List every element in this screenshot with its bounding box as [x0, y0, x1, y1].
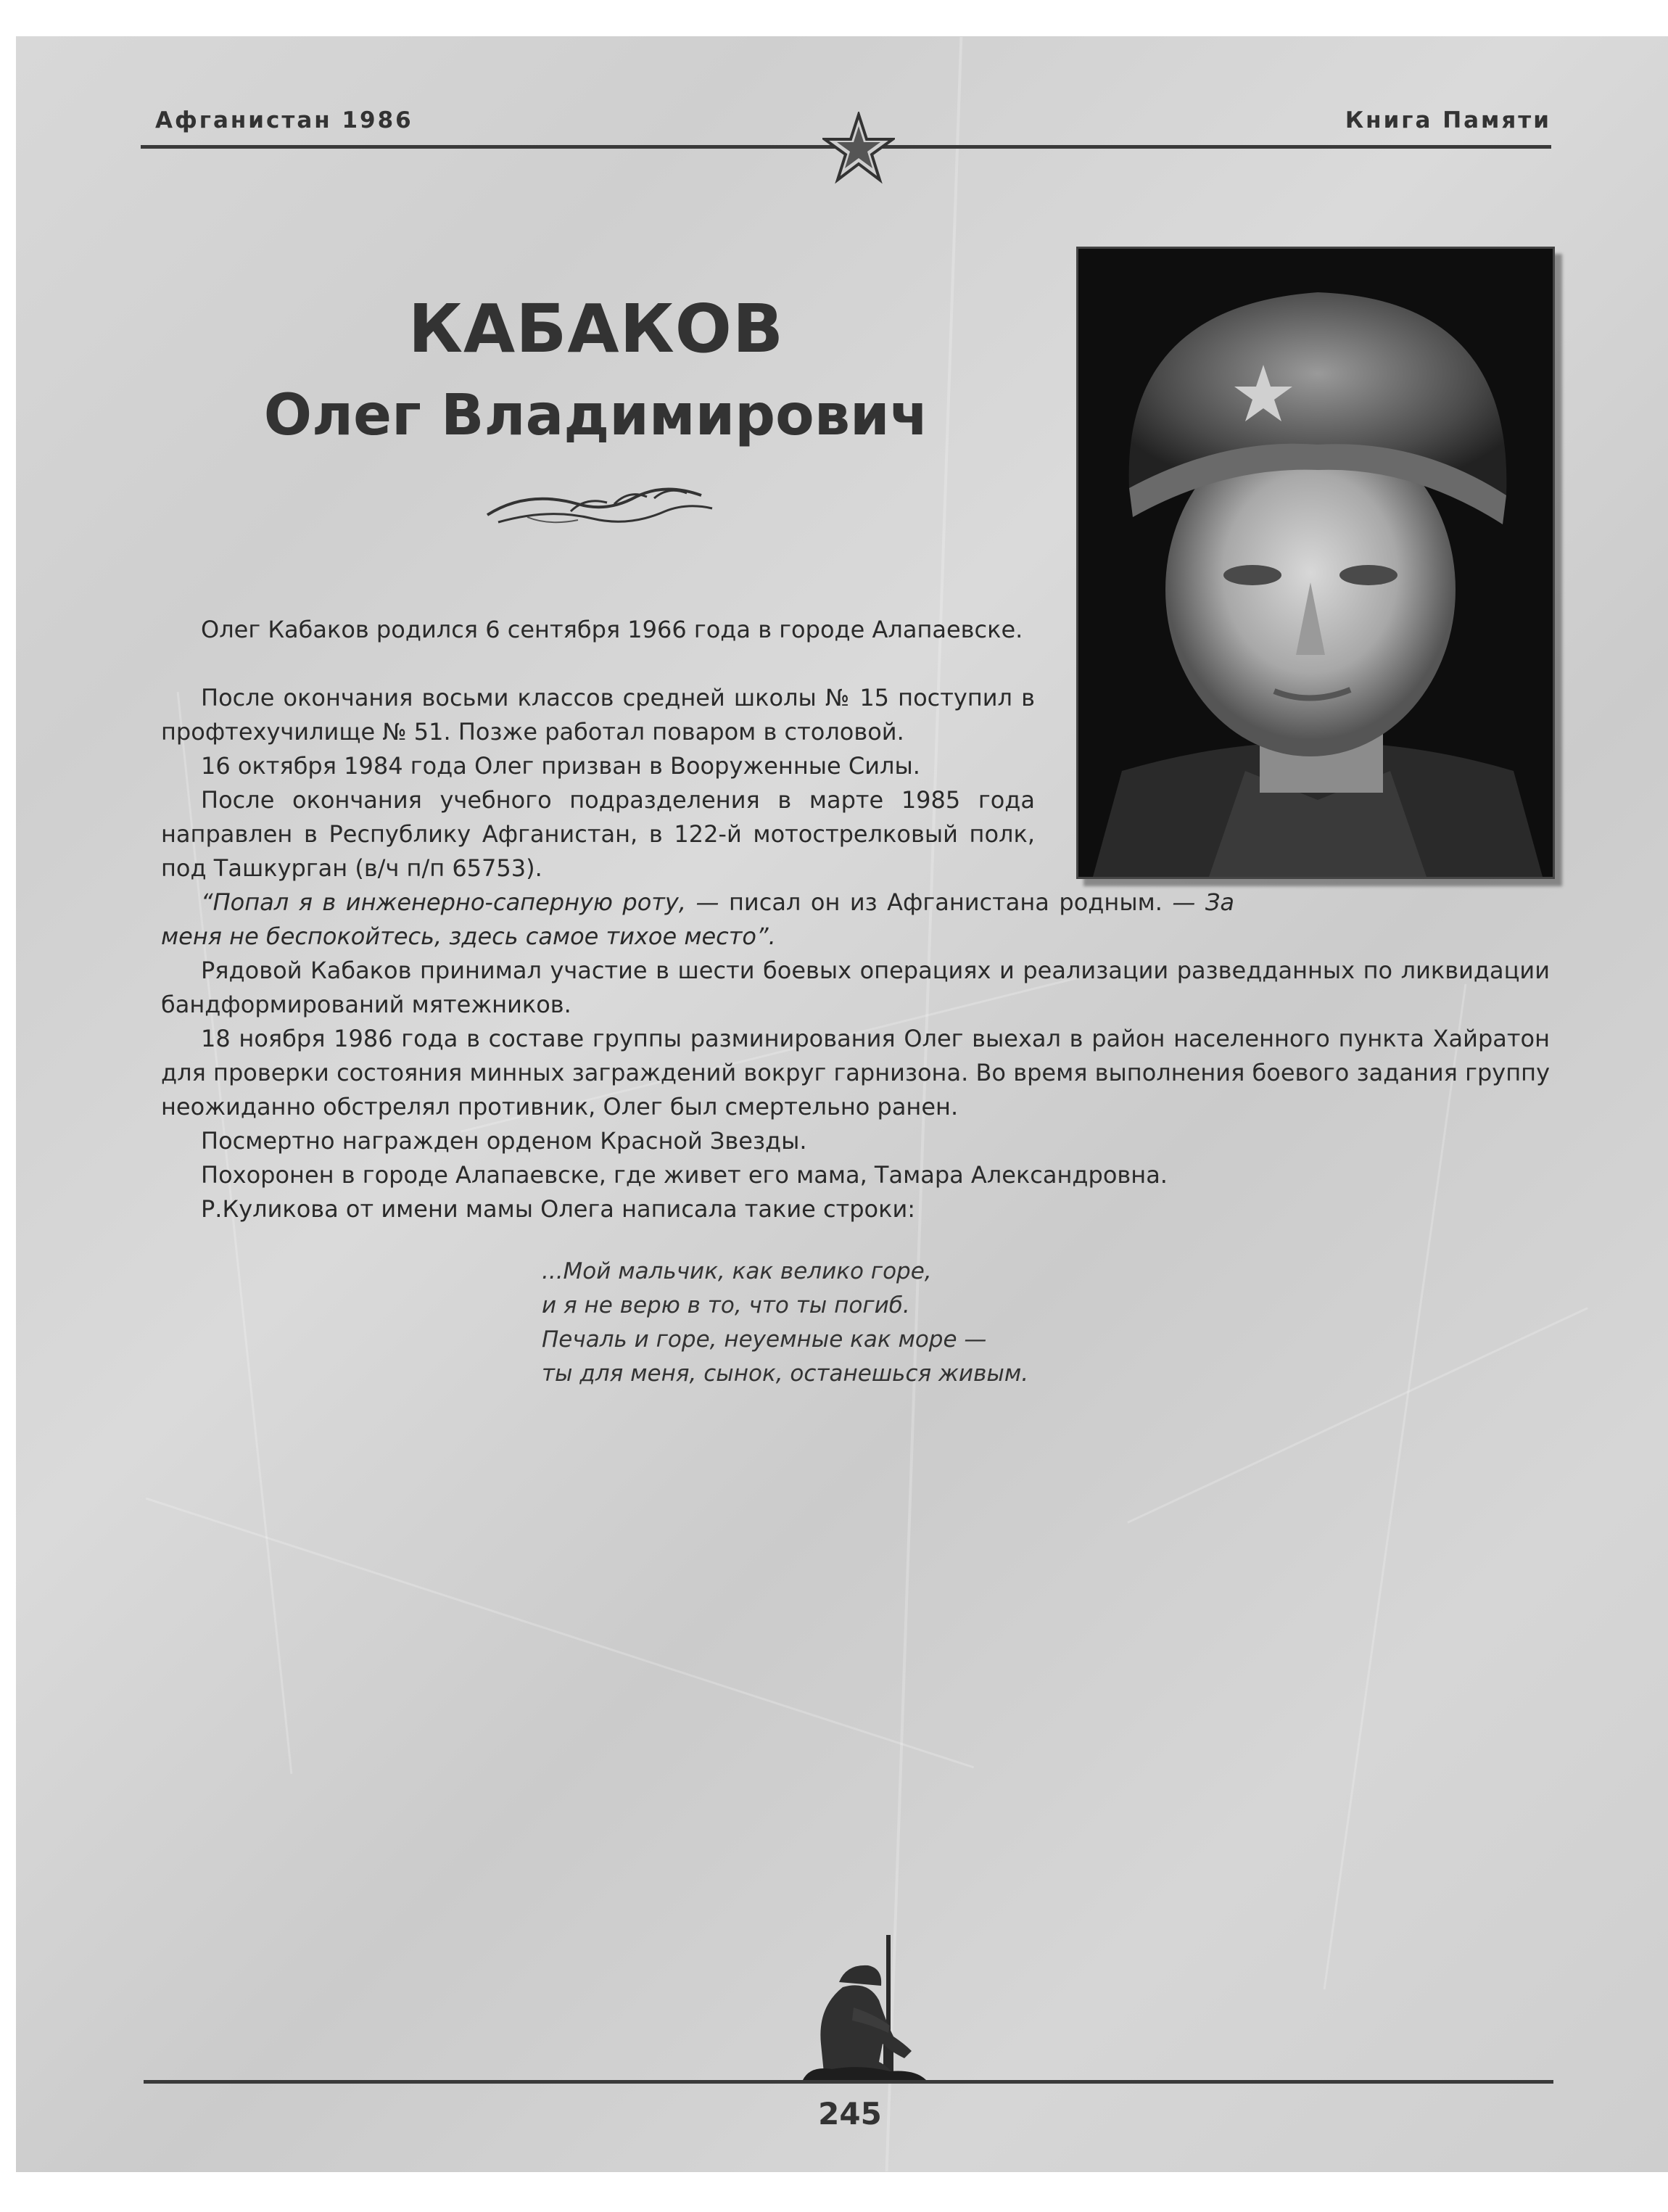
flourish-ornament-icon — [484, 482, 716, 533]
paragraph-deployment: После окончания учебного подразделения в марте 1985 года направлен в Республику Афганистан, в 122-й мотострелковый полк, под Ташкурган (в/ч п/п 65753). — [161, 786, 1035, 882]
poem-line: ...Мой мальчик, как велико горе, — [542, 1258, 932, 1284]
paragraph-burial: Похоронен в городе Алапаевске, где живет его мама, Тамара Александровна. — [201, 1161, 1168, 1189]
star-icon — [822, 112, 895, 184]
running-head — [141, 107, 1551, 151]
footer-rule — [144, 2080, 1553, 2084]
surname-heading: КАБАКОВ — [408, 290, 785, 368]
quote-narration: писал он из Афганистана родным. — [719, 888, 1173, 916]
paragraph-birth: Олег Кабаков родился 6 сентября 1966 года в городе Алапаевске. — [201, 616, 1023, 643]
poem-line: Печаль и горе, неуемные как море — — [542, 1326, 987, 1353]
paper-crease — [1127, 1307, 1588, 1524]
poem-line: ты для меня, сынок, останешься живым. — [542, 1361, 1029, 1387]
given-names-heading: Олег Владимирович — [263, 383, 929, 448]
poem-line: и я не верю в то, что ты погиб. — [542, 1292, 910, 1318]
quote-part-one: “Попал я в инженерно-саперную роту, — — [201, 888, 719, 916]
paragraph-poem-intro: Р.Куликова от имени мамы Олега написала такие строки: — [201, 1195, 916, 1223]
page-number: 245 — [818, 2096, 882, 2131]
portrait-photo — [1076, 247, 1555, 879]
mourning-soldier-icon — [781, 1935, 948, 2080]
paragraph-conscription: 16 октября 1984 года Олег призван в Вооруженные Силы. — [201, 752, 920, 780]
paper-crease — [146, 1498, 974, 1769]
page — [16, 36, 1668, 2172]
paragraph-award: Посмертно награжден орденом Красной Звезды. — [201, 1127, 807, 1155]
paragraph-education: После окончания восьми классов средней школы № 15 поступил в профтехучилище № 51. Позже работал поваром в столовой. — [161, 684, 1035, 746]
running-head-left: Афганистан 1986 — [155, 107, 413, 133]
paragraph-operations: Рядовой Кабаков принимал участие в шести боевых операциях и реализации разведданных по ликвидации бандформирований мятежников. — [161, 957, 1550, 1018]
paragraph-death: 18 ноября 1986 года в составе группы разминирования Олег выехал в район населенного пункта Хайратон для проверки состояния минных заграждений вокруг гарнизона. Во время выполнения боевого задания группу неожиданно обстрелял противник, Олег был смертельно ранен. — [161, 1025, 1550, 1121]
portrait-image — [1078, 249, 1553, 877]
poem — [542, 1255, 1028, 1391]
quote-part-two: — За меня не беспокойтесь, здесь самое тихое место”. — [161, 888, 1235, 950]
paragraph-letter-quote — [161, 886, 1234, 954]
running-head-right: Книга Памяти — [1345, 107, 1551, 133]
